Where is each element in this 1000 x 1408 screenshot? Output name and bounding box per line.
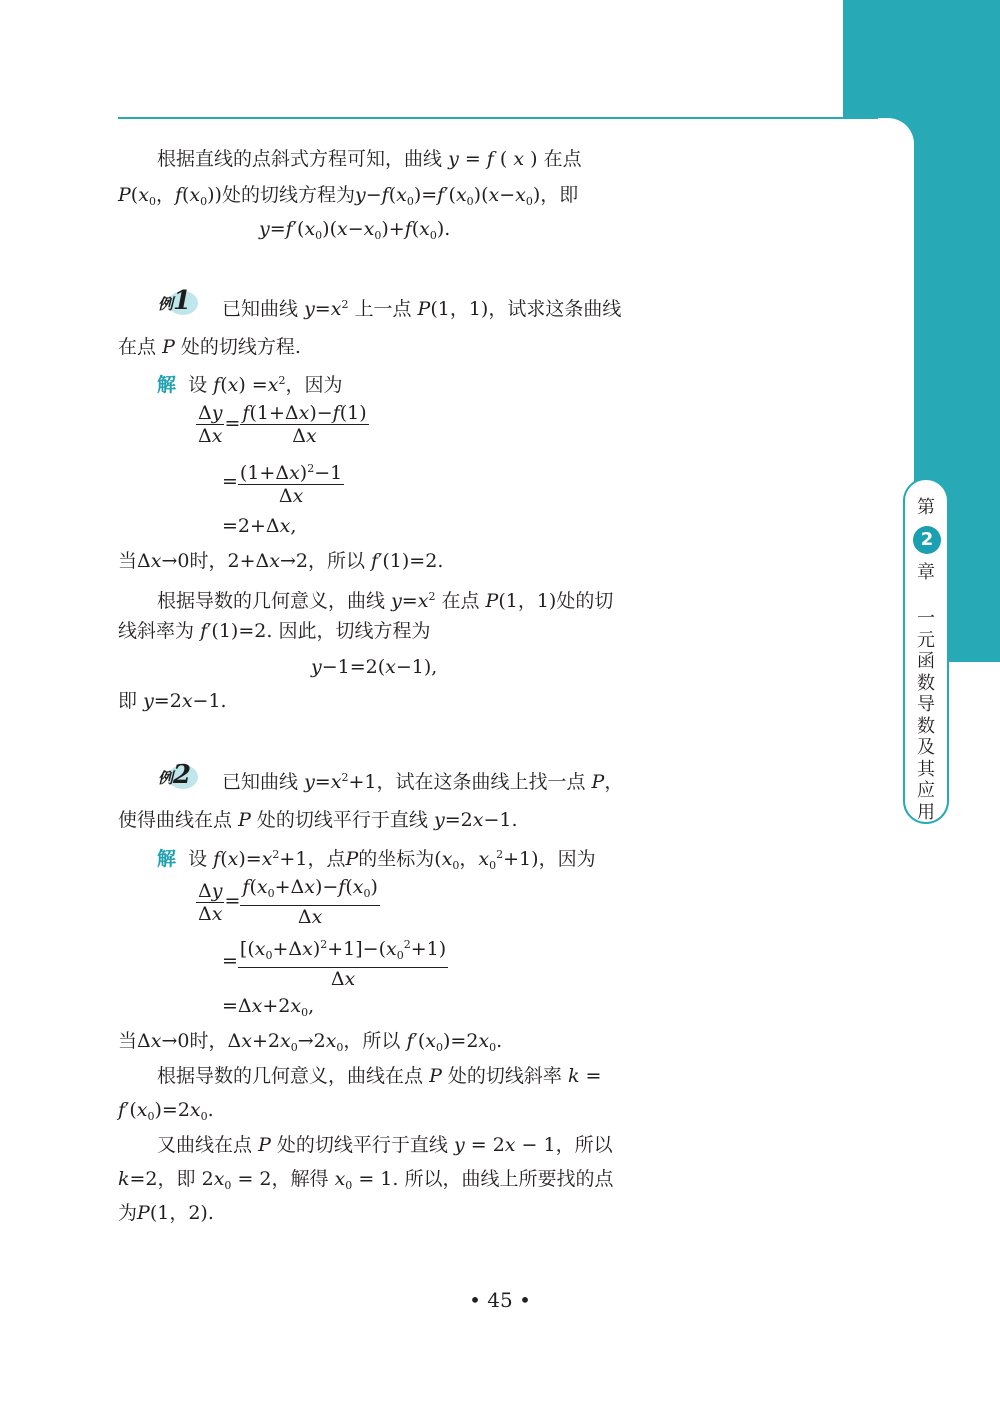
chapter-top-char: 第 xyxy=(917,497,935,518)
example-1-equation-1: $\frac{\Delta y}{\Delta x}$ = $\frac{f(1+\Delta x)-f(1)}{\Delta x}$ xyxy=(198,402,367,447)
example-1-badge: 例1 xyxy=(158,290,202,316)
example-2-question-1: 已知曲线 $y=x^2+1$，试在这条曲线上找一点 P， xyxy=(222,771,624,793)
chapter-mid-char: 章 xyxy=(917,562,935,583)
page-number: • 45 • xyxy=(469,1288,531,1312)
example-1-equation-2: = $\frac{(1+\Delta x)^2-1}{\Delta x}$ xyxy=(222,458,344,507)
intro-line-1: 根据直线的点斜式方程可知，曲线 y = f ( x ) 在点 xyxy=(157,148,582,170)
chapter-side-tab xyxy=(903,478,949,824)
example-2-parallel-1: 又曲线在点 P 处的切线平行于直线 y = 2x − 1，所以 xyxy=(157,1134,613,1156)
example-2-badge: 例2 xyxy=(158,764,202,790)
example-1-solution-start: 解 设 $f(x) =x^2$，因为 xyxy=(157,374,343,396)
example-2-equation-2: = $\frac{[(x_0+\Delta x)^2+1]-(x_0^2+1)}{\Delta x}$ xyxy=(222,934,448,990)
example-1-equation-3: =2+Δx, xyxy=(222,515,297,537)
example-2-solution-start: 解 设 $f(x)=x^2+1$，点P的坐标为($x_0$，$x_0^2+1$)，因为 xyxy=(157,848,596,872)
example-2-question-2: 使得曲线在点 P 处的切线平行于直线 y=2x−1. xyxy=(118,809,518,831)
example-1-question-1: 已知曲线 $y=x^2$ 上一点 P(1，1)，试求这条曲线 xyxy=(222,298,622,320)
example-2-equation-1: $\frac{\Delta y}{\Delta x}$ = $\frac{f(x_0+\Delta x)-f(x_0)}{\Delta x}$ xyxy=(198,876,378,928)
example-1-geometry-2: 线斜率为 f′(1)=2. 因此，切线方程为 xyxy=(118,620,431,642)
example-2-geometry-1: 根据导数的几何意义，曲线在点 P 处的切线斜率 k = xyxy=(157,1065,602,1087)
example-1-answer: 即 y=2x−1. xyxy=(118,690,227,712)
example-2-answer: 为P(1，2). xyxy=(118,1202,214,1224)
example-1-geometry-1: 根据导数的几何意义，曲线 $y=x^2$ 在点 P(1，1)处的切 xyxy=(157,590,614,612)
example-2-parallel-2: k=2，即 $2x_0 = 2$，解得 $x_0 = 1$. 所以，曲线上所要找的点 xyxy=(118,1168,614,1192)
example-2-limit: 当Δx→0时，$\Delta x+2x_0\to 2x_0$，所以 $f'(x_0)=2x_0$. xyxy=(118,1030,503,1054)
example-1-question-2: 在点 P 处的切线方程. xyxy=(118,336,301,358)
example-2-geometry-2: $f'(x_0)=2x_0$. xyxy=(118,1099,214,1123)
chapter-number: 2 xyxy=(913,526,941,554)
example-2-equation-3: $=\Delta x+2x_0$, xyxy=(222,995,315,1019)
intro-line-2: $P(x_0$，$f(x_0)$)处的切线方程为$y-f(x_0)=f'(x_0)(x-x_0)$，即 xyxy=(118,184,579,208)
example-1-tangent-equation: y−1=2(x−1), xyxy=(311,656,438,678)
intro-formula: $y=f'(x_0)(x-x_0)+f(x_0)$. xyxy=(259,218,451,242)
chapter-title: 一 元 函 数 导 数 及 其 应 用 xyxy=(917,608,935,823)
example-1-limit: 当Δx→0时，2+Δx→2，所以 f′(1)=2. xyxy=(118,550,444,572)
header-rule xyxy=(118,117,878,119)
